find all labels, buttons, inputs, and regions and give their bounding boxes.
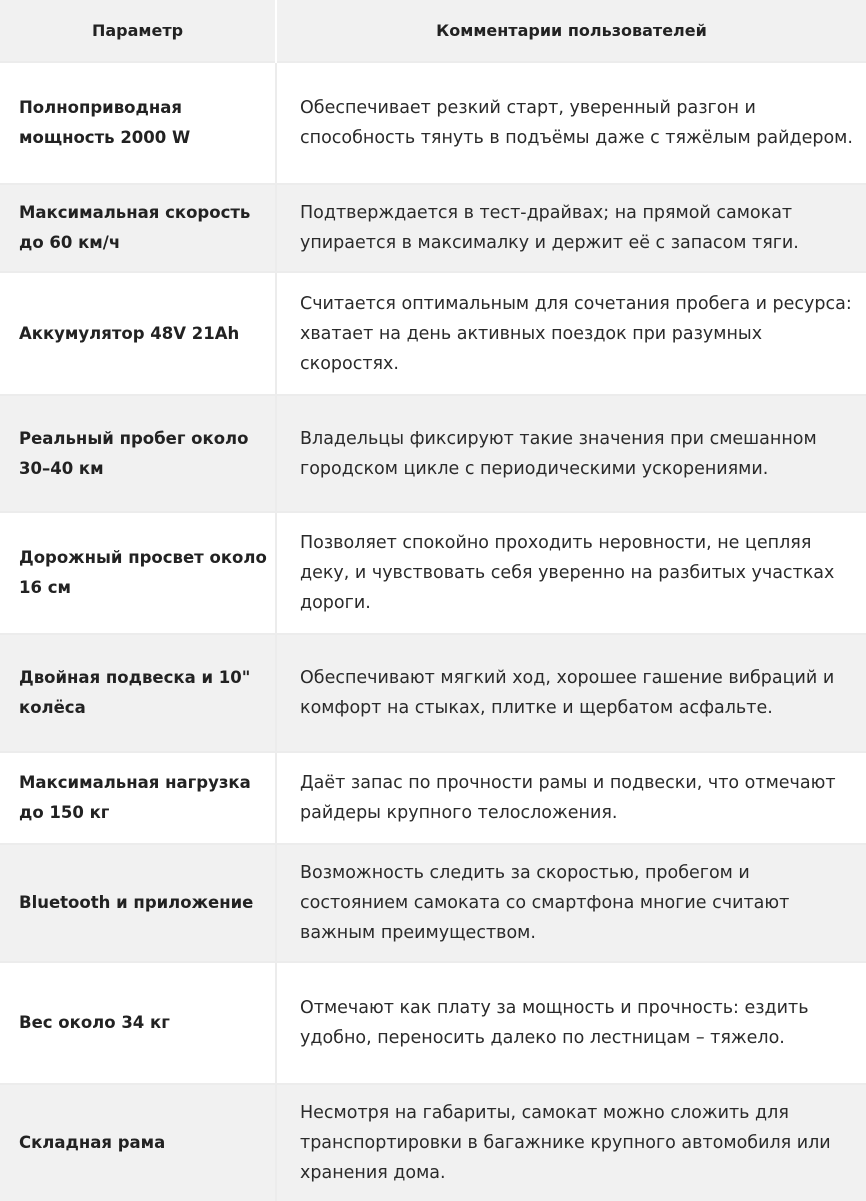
row-comment: Обеспечивают мягкий ход, хорошее гашение вибраций и комфорт на стыках, плитке и щербатом асфальте. — [276, 634, 866, 752]
header-parameter: Параметр — [0, 0, 276, 62]
table-row — [0, 1084, 866, 1201]
table-header-row — [0, 0, 866, 62]
table-row — [0, 752, 866, 844]
table-row — [0, 962, 866, 1084]
row-comment: Владельцы фиксируют такие значения при смешанном городском цикле с периодическими ускорениями. — [276, 395, 866, 512]
row-parameter: Полноприводная мощность 2000 W — [0, 62, 276, 184]
table-row — [0, 184, 866, 272]
table-row — [0, 844, 866, 962]
row-parameter: Складная рама — [0, 1084, 276, 1201]
row-parameter: Максимальная скорость до 60 км/ч — [0, 184, 276, 272]
row-parameter: Двойная подвеска и 10" колёса — [0, 634, 276, 752]
row-comment: Считается оптимальным для сочетания пробега и ресурса: хватает на день активных поездок при разумных скоростях. — [276, 272, 866, 395]
table-row — [0, 272, 866, 395]
row-parameter: Реальный пробег около 30–40 км — [0, 395, 276, 512]
table-row — [0, 634, 866, 752]
row-comment: Возможность следить за скоростью, пробегом и состоянием самоката со смартфона многие считают важным преимуществом. — [276, 844, 866, 962]
table-row — [0, 512, 866, 634]
row-comment: Позволяет спокойно проходить неровности, не цепляя деку, и чувствовать себя уверенно на разбитых участках дороги. — [276, 512, 866, 634]
row-comment: Подтверждается в тест-драйвах; на прямой самокат упирается в максималку и держит её с запасом тяги. — [276, 184, 866, 272]
row-parameter: Bluetooth и приложение — [0, 844, 276, 962]
row-comment: Даёт запас по прочности рамы и подвески, что отмечают райдеры крупного телосложения. — [276, 752, 866, 844]
row-parameter: Вес около 34 кг — [0, 962, 276, 1084]
header-user-comments: Комментарии пользователей — [276, 0, 866, 62]
row-comment: Несмотря на габариты, самокат можно сложить для транспортировки в багажнике крупного автомобиля или хранения дома. — [276, 1084, 866, 1201]
row-parameter: Максимальная нагрузка до 150 кг — [0, 752, 276, 844]
table-row — [0, 62, 866, 184]
row-comment: Обеспечивает резкий старт, уверенный разгон и способность тянуть в подъёмы даже с тяжёлым райдером. — [276, 62, 866, 184]
row-comment: Отмечают как плату за мощность и прочность: ездить удобно, переносить далеко по лестницам – тяжело. — [276, 962, 866, 1084]
row-parameter: Дорожный просвет около 16 см — [0, 512, 276, 634]
row-parameter: Аккумулятор 48V 21Ah — [0, 272, 276, 395]
table-row — [0, 395, 866, 512]
